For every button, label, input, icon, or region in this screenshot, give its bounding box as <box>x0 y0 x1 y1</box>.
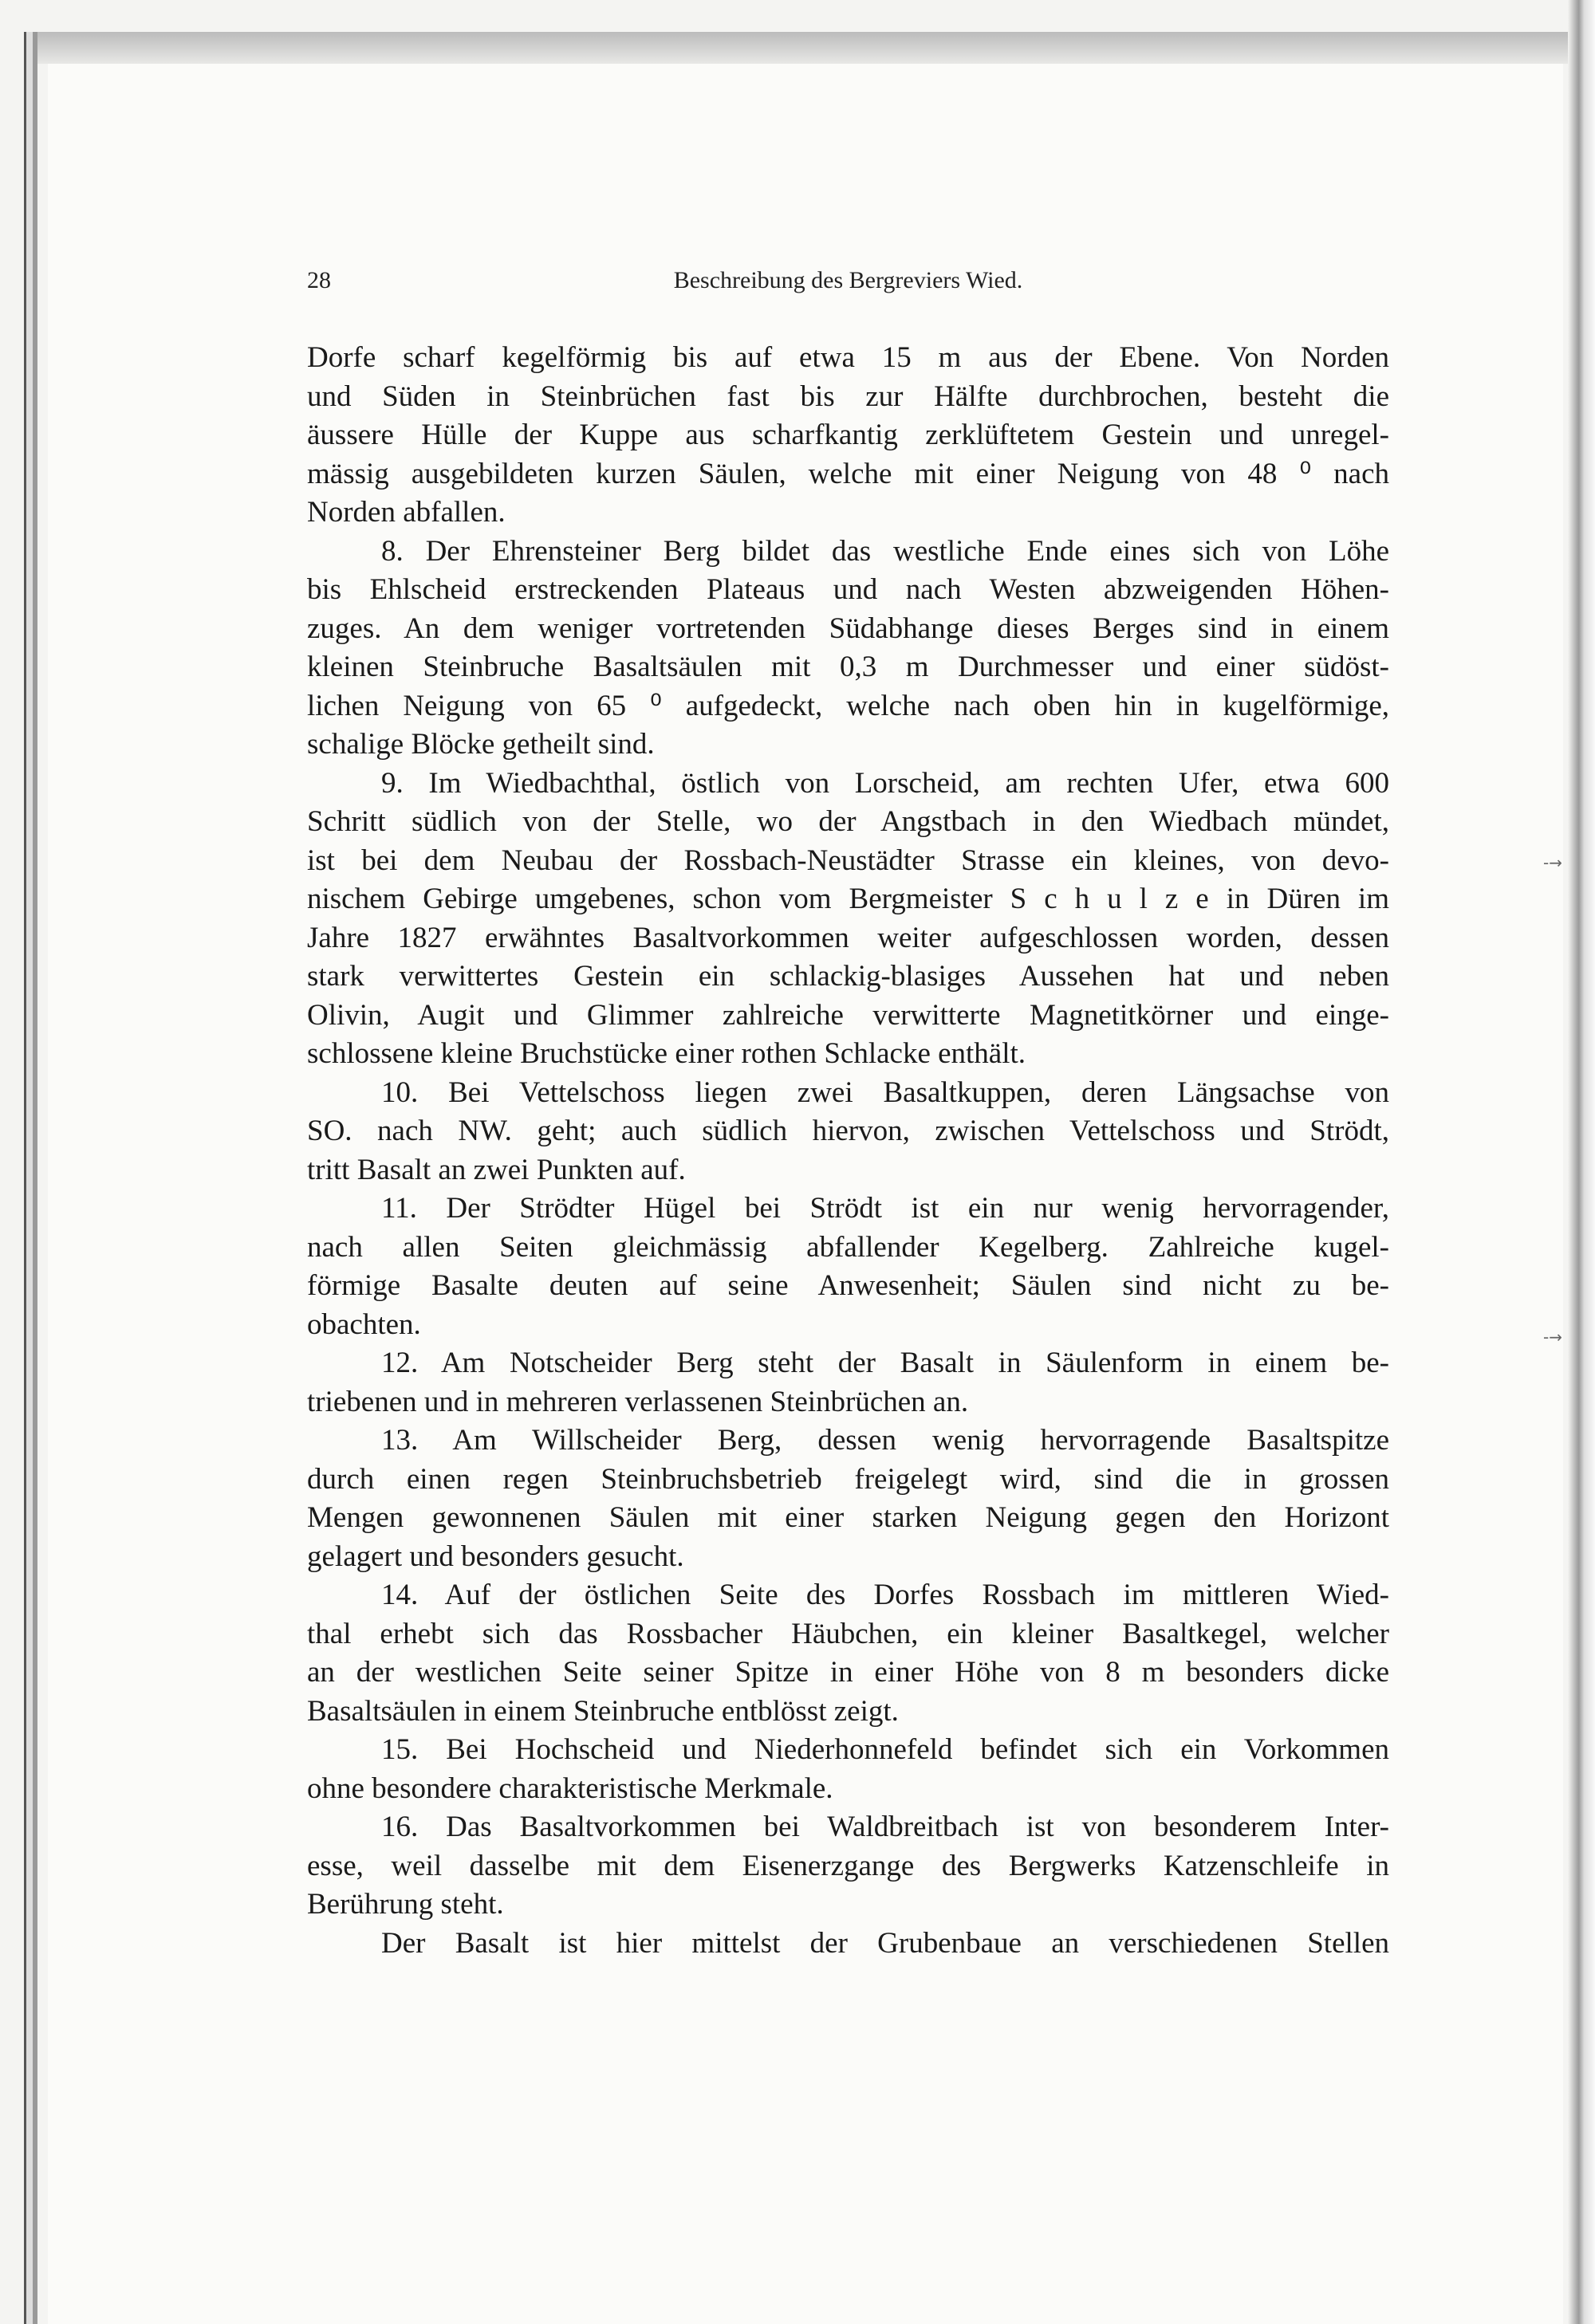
page-header <box>307 267 1389 299</box>
text-line: Dorfe scharf kegelförmig bis auf etwa 15 m aus der Ebene. Von Norden <box>307 341 1389 374</box>
text-line: Basaltsäulen in einem Steinbruche entblösst zeigt. <box>307 1694 899 1728</box>
text-line: 11. Der Strödter Hügel bei Strödt ist ein nur wenig hervorragender, <box>381 1192 1389 1225</box>
text-line: Olivin, Augit und Glimmer zahlreiche verwitterte Magnetitkörner und einge- <box>307 998 1389 1032</box>
text-line: ist bei dem Neubau der Rossbach-Neustädter Strasse ein kleines, von devo- <box>307 843 1389 877</box>
margin-mark-icon: -→ <box>1543 1327 1562 1347</box>
text-line: Berührung steht. <box>307 1888 504 1921</box>
text-line: esse, weil dasselbe mit dem Eisenerzgange des Bergwerks Katzenschleife in <box>307 1849 1389 1882</box>
text-line: 16. Das Basaltvorkommen bei Waldbreitbach ist von besonderem Inter- <box>381 1811 1389 1843</box>
text-line: stark verwittertes Gestein ein schlackig-blasiges Aussehen hat und neben <box>307 960 1389 993</box>
text-line: schlossene kleine Bruchstücke einer rothen Schlacke enthält. <box>307 1037 1026 1070</box>
text-line: tritt Basalt an zwei Punkten auf. <box>307 1153 686 1186</box>
text-line: 9. Im Wiedbachthal, östlich von Lorscheid, am rechten Ufer, etwa 600 <box>381 766 1389 800</box>
text-line: und Süden in Steinbrüchen fast bis zur Hälfte durchbrochen, besteht die <box>307 379 1389 413</box>
text-line: Der Basalt ist hier mittelst der Grubenbaue an verschiedenen Stellen <box>381 1926 1389 1960</box>
text-line: ohne besondere charakteristische Merkmale. <box>307 1772 833 1805</box>
text-line: gelagert und besonders gesucht. <box>307 1540 684 1573</box>
page-right-edge <box>1568 0 1595 2324</box>
margin-mark-icon: -→ <box>1543 853 1562 872</box>
text-line: 12. Am Notscheider Berg steht der Basalt in Säulenform in einem be- <box>381 1347 1389 1379</box>
text-line: durch einen regen Steinbruchsbetrieb freigelegt wird, sind die in grossen <box>307 1462 1389 1496</box>
text-line: mässig ausgebildeten kurzen Säulen, welche mit einer Neigung von 48 ⁰ nach <box>307 457 1389 490</box>
text-line: bis Ehlscheid erstreckenden Plateaus und nach Westen abzweigenden Höhen- <box>307 573 1389 606</box>
text-line: nischem Gebirge umgebenes, schon vom Bergmeister S c h u l z e in Düren im <box>307 883 1389 915</box>
text-line: an der westlichen Seite seiner Spitze in einer Höhe von 8 m besonders dicke <box>307 1656 1389 1689</box>
page-top-edge <box>32 32 1571 64</box>
text-line: Norden abfallen. <box>307 496 506 529</box>
text-line: 10. Bei Vettelschoss liegen zwei Basaltkuppen, deren Längsachse von <box>381 1075 1389 1109</box>
text-line: 14. Auf der östlichen Seite des Dorfes Rossbach im mittleren Wied- <box>381 1579 1389 1611</box>
text-line: nach allen Seiten gleichmässig abfallender Kegelberg. Zahlreiche kugel- <box>307 1230 1389 1264</box>
page-number: 28 <box>307 267 331 293</box>
text-line: SO. nach NW. geht; auch südlich hiervon, zwischen Vettelschoss und Strödt, <box>307 1115 1389 1147</box>
text-line: schalige Blöcke getheilt sind. <box>307 728 655 761</box>
text-line: Schritt südlich von der Stelle, wo der Angstbach in den Wiedbach mündet, <box>307 805 1389 838</box>
text-line: triebenen und in mehreren verlassenen Steinbrüchen an. <box>307 1385 969 1418</box>
text-line: förmige Basalte deuten auf seine Anwesenheit; Säulen sind nicht zu be- <box>307 1269 1389 1302</box>
text-line: kleinen Steinbruche Basaltsäulen mit 0,3 m Durchmesser und einer südöst- <box>307 651 1389 683</box>
text-line: 15. Bei Hochscheid und Niederhonnefeld befindet sich ein Vorkommen <box>381 1733 1389 1766</box>
text-line: Mengen gewonnenen Säulen mit einer starken Neigung gegen den Horizont <box>307 1501 1389 1534</box>
body-text <box>307 339 1389 1963</box>
text-line: Jahre 1827 erwähntes Basaltvorkommen weiter aufgeschlossen worden, dessen <box>307 921 1389 954</box>
text-line: thal erhebt sich das Rossbacher Häubchen, ein kleiner Basaltkegel, welcher <box>307 1617 1389 1650</box>
text-line: äussere Hülle der Kuppe aus scharfkantig zerklüftetem Gestein und unregel- <box>307 419 1389 451</box>
running-title: Beschreibung des Bergreviers Wied. <box>673 267 1023 293</box>
text-line: obachten. <box>307 1307 421 1341</box>
text-line: zuges. An dem weniger vortretenden Südabhange dieses Berges sind in einem <box>307 611 1389 645</box>
text-line: 8. Der Ehrensteiner Berg bildet das westliche Ende eines sich von Löhe <box>381 534 1389 568</box>
text-line: lichen Neigung von 65 ⁰ aufgedeckt, welche nach oben hin in kugelförmige, <box>307 689 1389 722</box>
text-line: 13. Am Willscheider Berg, dessen wenig hervorragende Basaltspitze <box>381 1424 1389 1457</box>
